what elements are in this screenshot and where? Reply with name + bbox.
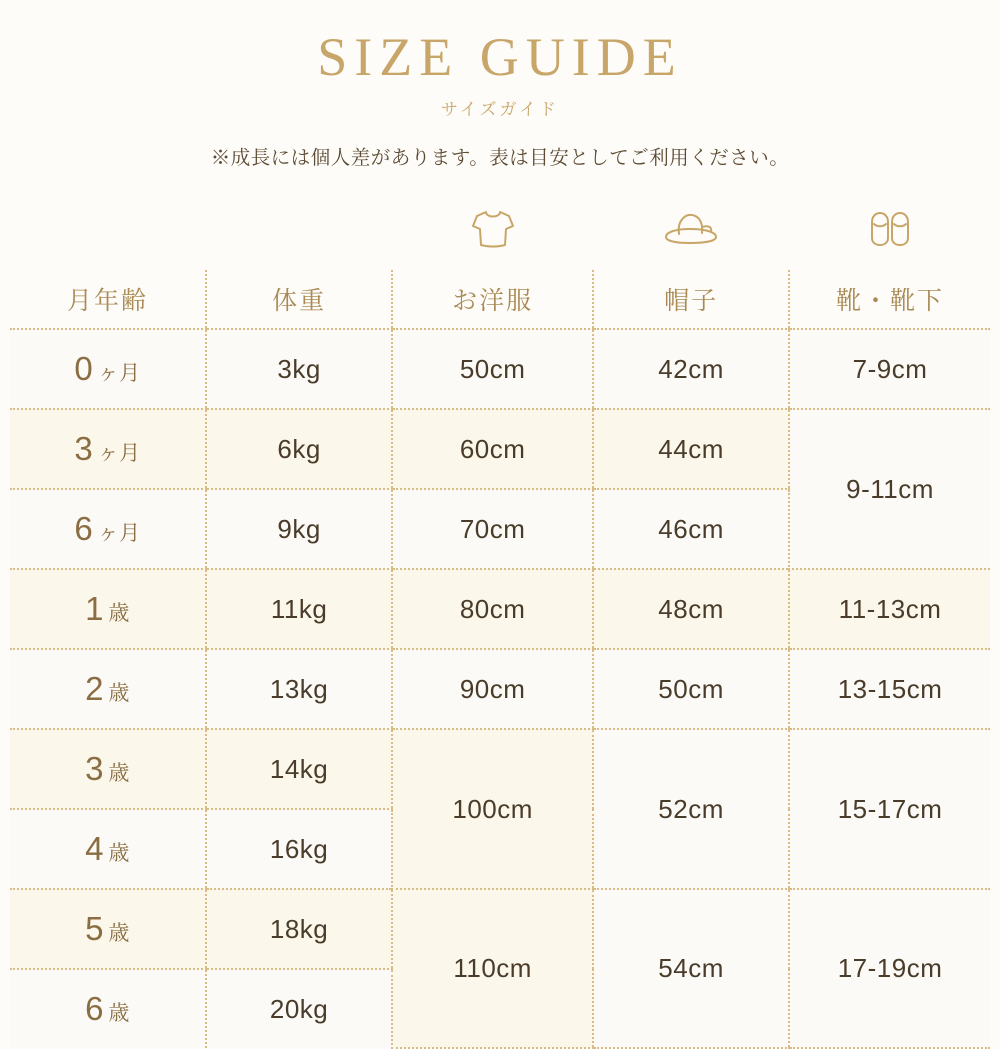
- icon-cell-empty-weight: [206, 192, 392, 270]
- cell-age: [10, 409, 206, 489]
- shoes-value: 17-19cm: [837, 953, 943, 984]
- hat-value: 50cm: [658, 673, 724, 704]
- cell-weight: [206, 889, 392, 969]
- cell-age: [10, 809, 206, 889]
- clothes-value: 90cm: [459, 673, 526, 704]
- cell-shoes: [789, 329, 990, 409]
- clothes-value: 80cm: [459, 593, 526, 624]
- cell-shoes: [789, 649, 990, 729]
- cell-hat: [593, 569, 789, 649]
- age-unit: 歳: [108, 682, 130, 706]
- dress-icon: [392, 192, 593, 270]
- weight-value: 20kg: [269, 993, 329, 1024]
- cell-clothes: [392, 569, 593, 649]
- cell-hat: [593, 489, 789, 569]
- hat-value: 52cm: [658, 793, 724, 824]
- cell-shoes-merged: [789, 889, 990, 1048]
- cell-clothes: [392, 489, 593, 569]
- age-number: 0: [74, 350, 93, 388]
- age-unit: ヶ月: [97, 362, 141, 386]
- cell-hat-merged: [593, 729, 789, 889]
- table-row: [10, 729, 990, 809]
- cell-clothes-merged: [392, 729, 593, 889]
- icon-cell-empty-age: [10, 192, 206, 270]
- page-note: ※成長には個人差があります。表は目安としてご利用ください。: [210, 147, 790, 170]
- cell-clothes-merged: [392, 889, 593, 1048]
- cell-weight: [206, 409, 392, 489]
- hat-icon: [593, 192, 789, 270]
- shoes-value: 7-9cm: [852, 353, 928, 384]
- cell-age: [10, 649, 206, 729]
- cell-age: [10, 489, 206, 569]
- hat-value: 54cm: [658, 953, 724, 984]
- cell-clothes: [392, 409, 593, 489]
- hat-value: 46cm: [658, 513, 724, 544]
- cell-hat-merged: [593, 889, 789, 1048]
- age-number: 6: [85, 990, 104, 1028]
- clothes-value: 110cm: [453, 953, 532, 984]
- cell-age: [10, 889, 206, 969]
- weight-value: 18kg: [269, 913, 329, 944]
- cell-age: [10, 329, 206, 409]
- page-subtitle: サイズガイド: [440, 100, 560, 120]
- shoes-value: 9-11cm: [846, 473, 934, 504]
- weight-value: 16kg: [269, 833, 329, 864]
- clothes-value: 60cm: [459, 433, 526, 464]
- cell-weight: [206, 649, 392, 729]
- size-table: [10, 192, 990, 1049]
- weight-value: 3kg: [277, 353, 321, 384]
- icon-row: [10, 192, 990, 270]
- cell-hat: [593, 409, 789, 489]
- cell-weight: [206, 329, 392, 409]
- clothes-value: 100cm: [452, 793, 533, 824]
- column-header-age: [10, 270, 206, 329]
- table-header-row: [10, 270, 990, 329]
- age-number: 6: [74, 510, 93, 548]
- column-header-weight: [206, 270, 392, 329]
- table-row: [10, 889, 990, 969]
- age-number: 3: [74, 430, 93, 468]
- shoes-value: 13-15cm: [837, 673, 943, 704]
- age-unit: 歳: [108, 1002, 130, 1026]
- shoes-icon: [789, 192, 990, 270]
- age-number: 2: [85, 670, 104, 708]
- page-header: [0, 0, 1000, 170]
- column-header-clothes-label: お洋服: [452, 287, 534, 316]
- age-unit: 歳: [108, 922, 130, 946]
- age-number: 5: [85, 910, 104, 948]
- clothes-value: 70cm: [459, 513, 526, 544]
- cell-age: [10, 569, 206, 649]
- column-header-shoes-label: 靴・靴下: [836, 287, 945, 316]
- age-unit: ヶ月: [97, 522, 141, 546]
- weight-value: 11kg: [270, 593, 328, 624]
- page-title: SIZE GUIDE: [317, 27, 683, 87]
- weight-value: 9kg: [277, 513, 321, 544]
- age-unit: 歳: [108, 842, 130, 866]
- hat-value: 42cm: [658, 353, 724, 384]
- age-number: 1: [85, 590, 104, 628]
- table-row: [10, 649, 990, 729]
- column-header-age-label: 月年齢: [66, 287, 148, 316]
- column-header-hat-label: 帽子: [664, 287, 719, 316]
- cell-shoes: [789, 569, 990, 649]
- cell-weight: [206, 489, 392, 569]
- weight-value: 13kg: [269, 673, 329, 704]
- cell-shoes-merged: [789, 409, 990, 569]
- cell-clothes: [392, 329, 593, 409]
- column-header-hat: [593, 270, 789, 329]
- weight-value: 6kg: [277, 433, 321, 464]
- cell-weight: [206, 809, 392, 889]
- weight-value: 14kg: [269, 753, 329, 784]
- shoes-value: 11-13cm: [838, 593, 942, 624]
- cell-weight: [206, 569, 392, 649]
- age-unit: 歳: [108, 762, 130, 786]
- column-header-shoes: [789, 270, 990, 329]
- cell-shoes-merged: [789, 729, 990, 889]
- cell-hat: [593, 649, 789, 729]
- age-number: 3: [85, 750, 104, 788]
- cell-hat: [593, 329, 789, 409]
- cell-age: [10, 969, 206, 1048]
- size-table-wrapper: [10, 192, 990, 1049]
- table-row: [10, 329, 990, 409]
- table-row: [10, 569, 990, 649]
- column-header-weight-label: 体重: [272, 287, 327, 316]
- age-unit: ヶ月: [97, 442, 141, 466]
- cell-clothes: [392, 649, 593, 729]
- hat-value: 48cm: [658, 593, 724, 624]
- cell-age: [10, 729, 206, 809]
- table-row: [10, 409, 990, 489]
- cell-weight: [206, 729, 392, 809]
- hat-value: 44cm: [658, 433, 724, 464]
- column-header-clothes: [392, 270, 593, 329]
- age-unit: 歳: [108, 602, 130, 626]
- shoes-value: 15-17cm: [837, 793, 943, 824]
- age-number: 4: [85, 830, 104, 868]
- cell-weight: [206, 969, 392, 1048]
- clothes-value: 50cm: [459, 353, 526, 384]
